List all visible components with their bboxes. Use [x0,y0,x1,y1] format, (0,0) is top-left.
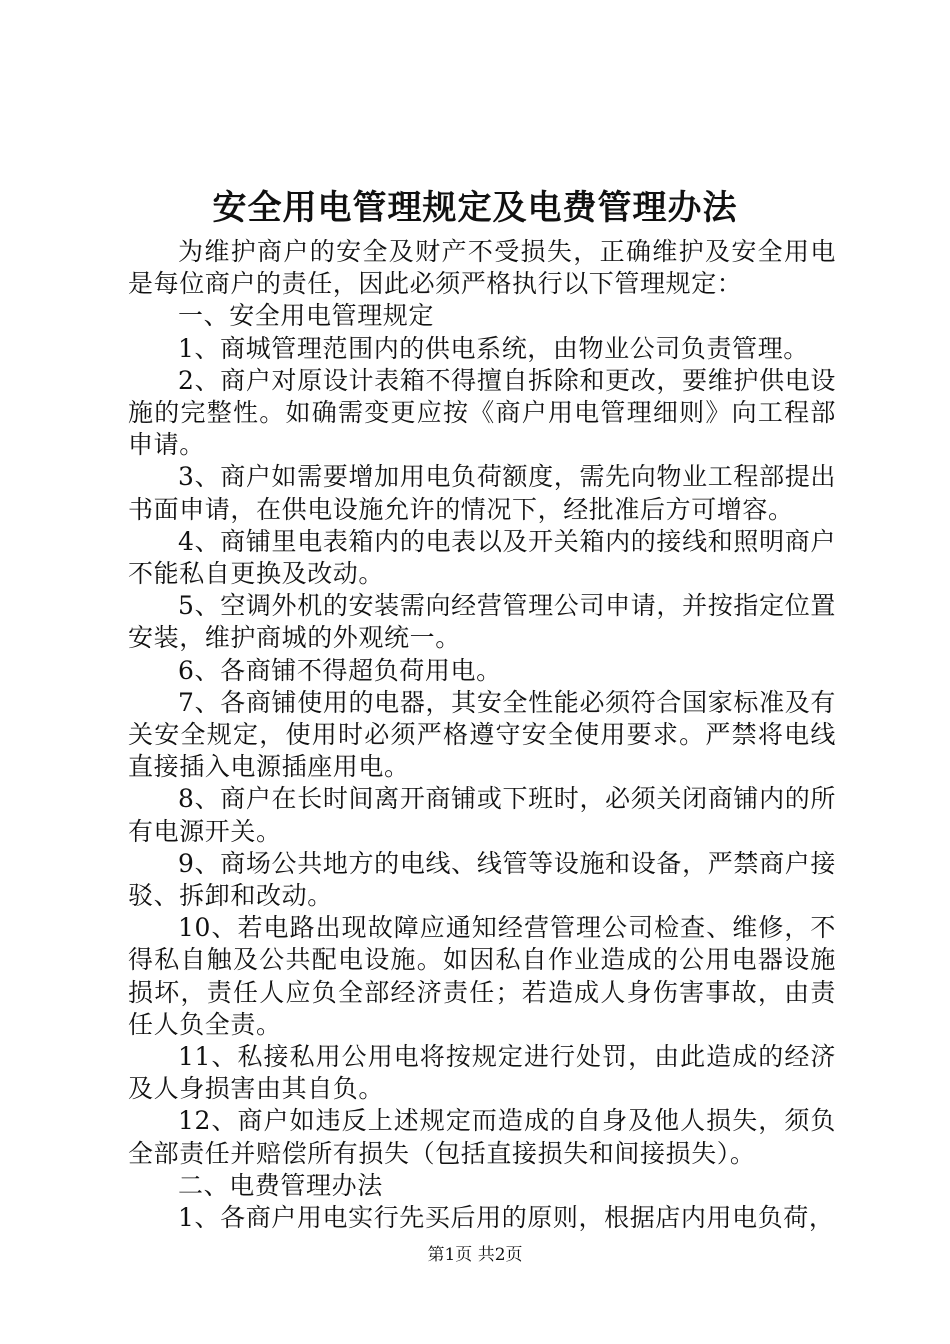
paragraph-item: 1、各商户用电实行先买后用的原则，根据店内用电负荷， [178,1203,835,1233]
document-title: 安全用电管理规定及电费管理办法 [212,188,738,228]
paragraph-item: 7、各商铺使用的电器，其安全性能必须符合国家标准及有关安全规定，使用时必须严格遵守安全使用要求。严禁将电线直接插入电源插座用电。 [128,687,836,782]
paragraph-item: 8、商户在长时间离开商铺或下班时，必须关闭商铺内的所有电源开关。 [128,784,836,846]
document-body [128,236,836,1234]
paragraph-item: 12、商户如违反上述规定而造成的自身及他人损失，须负全部责任并赔偿所有损失（包括直接损失和间接损失）。 [128,1106,836,1168]
page-footer: 第1页 共2页 [427,1245,523,1265]
paragraph-item: 11、私接私用公用电将按规定进行处罚，由此造成的经济及人身损害由其自负。 [128,1042,836,1104]
section-heading-billing: 二、电费管理办法 [178,1170,383,1200]
section-heading-safety: 一、安全用电管理规定 [178,301,435,331]
paragraph-item: 6、各商铺不得超负荷用电。 [178,655,502,685]
paragraph-item: 10、若电路出现故障应通知经营管理公司检查、维修，不得私自触及公共配电设施。如因私自作业造成的公用电器设施损坏，责任人应负全部经济责任；若造成人身伤害事故，由责任人负全责。 [128,913,836,1039]
paragraph-item: 9、商场公共地方的电线、线管等设施和设备，严禁商户接驳、拆卸和改动。 [128,848,836,911]
paragraph-item: 5、空调外机的安装需向经营管理公司申请，并按指定位置安装，维护商城的外观统一。 [128,591,836,653]
paragraph-intro: 为维护商户的安全及财产不受损失，正确维护及安全用电是每位商户的责任，因此必须严格执行以下管理规定： [128,237,836,299]
paragraph-item: 4、商铺里电表箱内的电表以及开关箱内的接线和照明商户不能私自更换及改动。 [128,526,836,589]
paragraph-item: 1、商城管理范围内的供电系统，由物业公司负责管理。 [178,333,809,363]
paragraph-item: 2、商户对原设计表箱不得擅自拆除和更改，要维护供电设施的完整性。如确需变更应按《商户用电管理细则》向工程部申请。 [128,365,836,460]
paragraph-item: 3、商户如需要增加用电负荷额度，需先向物业工程部提出书面申请，在供电设施允许的情况下，经批准后方可增容。 [128,462,836,524]
